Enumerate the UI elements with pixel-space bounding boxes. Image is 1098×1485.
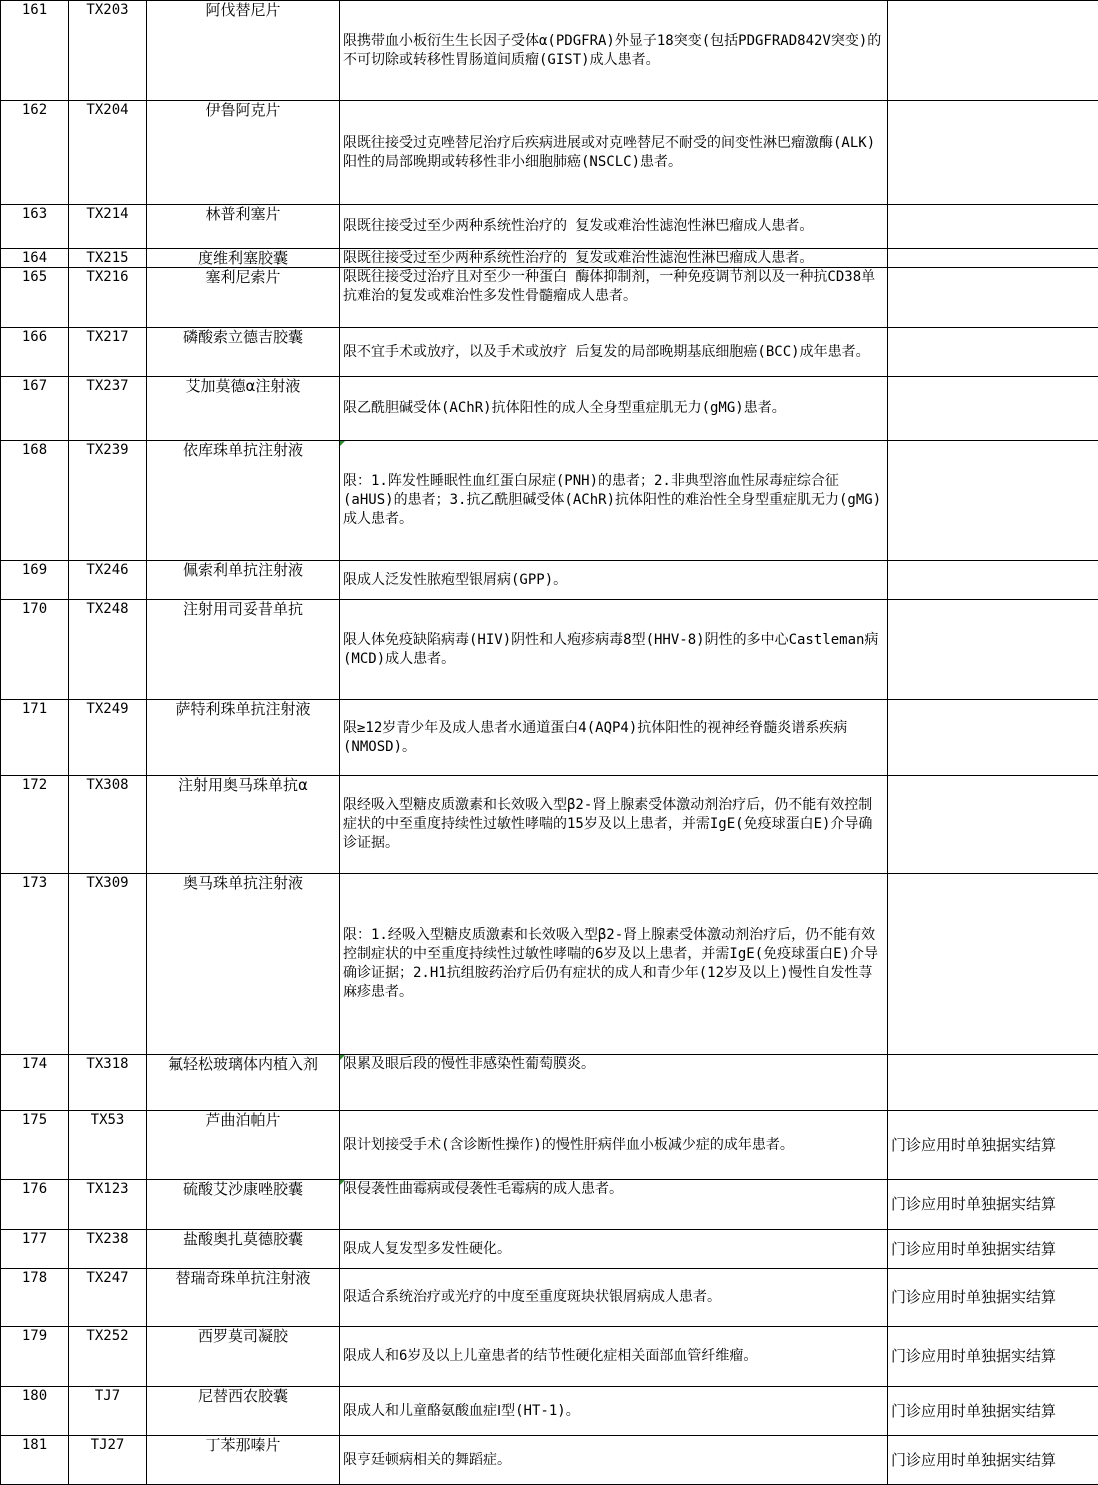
drug-code: TX239 [69,441,147,561]
table-row [1,1111,1098,1180]
settlement-note [888,561,1098,600]
drug-name: 艾加莫德α注射液 [147,377,340,441]
drug-code: TX248 [69,600,147,700]
row-number: 172 [1,776,69,874]
table-row [1,1327,1098,1387]
drug-name: 注射用奥马珠单抗α [147,776,340,874]
table-row [1,1269,1098,1327]
drug-code: TX252 [69,1327,147,1387]
settlement-note: 门诊应用时单独据实结算 [888,1327,1098,1387]
row-number: 166 [1,328,69,377]
table-row [1,1055,1098,1111]
drug-code: TJ7 [69,1387,147,1436]
drug-name: 西罗莫司凝胶 [147,1327,340,1387]
drug-name: 盐酸奥扎莫德胶囊 [147,1230,340,1269]
row-number: 165 [1,268,69,328]
table-row [1,1387,1098,1436]
table-row [1,268,1098,328]
table-row [1,328,1098,377]
row-number: 171 [1,700,69,776]
drug-name: 磷酸索立德吉胶囊 [147,328,340,377]
table-row [1,1436,1098,1485]
table-row [1,874,1098,1055]
table-row [1,600,1098,700]
row-number: 169 [1,561,69,600]
restriction-text: 限既往接受过至少两种系统性治疗的 复发或难治性滤泡性淋巴瘤成人患者。 [340,249,888,268]
settlement-note [888,249,1098,268]
settlement-note [888,700,1098,776]
drug-name: 度维利塞胶囊 [147,249,340,268]
restriction-text: 限既往接受过治疗且对至少一种蛋白 酶体抑制剂，一种免疫调节剂以及一种抗CD38单抗难治的复发或难治性多发性骨髓瘤成人患者。 [340,268,888,328]
settlement-note [888,874,1098,1055]
settlement-note [888,441,1098,561]
row-number: 167 [1,377,69,441]
settlement-note [888,205,1098,249]
settlement-note: 门诊应用时单独据实结算 [888,1436,1098,1485]
table-row [1,205,1098,249]
settlement-note: 门诊应用时单独据实结算 [888,1180,1098,1230]
table-row [1,377,1098,441]
settlement-note: 门诊应用时单独据实结算 [888,1387,1098,1436]
row-number: 177 [1,1230,69,1269]
row-number: 175 [1,1111,69,1180]
row-number: 178 [1,1269,69,1327]
row-number: 180 [1,1387,69,1436]
settlement-note [888,377,1098,441]
restriction-text: 限≥12岁青少年及成人患者水通道蛋白4(AQP4)抗体阳性的视神经脊髓炎谱系疾病(NMOSD)。 [340,700,888,776]
drug-code: TJ27 [69,1436,147,1485]
drug-code: TX203 [69,1,147,101]
settlement-note: 门诊应用时单独据实结算 [888,1230,1098,1269]
restriction-text: 限成人泛发性脓疱型银屑病(GPP)。 [340,561,888,600]
restriction-text: 限适合系统治疗或光疗的中度至重度斑块状银屑病成人患者。 [340,1269,888,1327]
drug-code: TX249 [69,700,147,776]
settlement-note [888,328,1098,377]
table-row [1,441,1098,561]
settlement-note [888,1055,1098,1111]
row-number: 173 [1,874,69,1055]
settlement-note [888,1,1098,101]
drug-code: TX309 [69,874,147,1055]
row-number: 162 [1,101,69,205]
drug-name: 塞利尼索片 [147,268,340,328]
row-number: 161 [1,1,69,101]
table-row [1,249,1098,268]
drug-code: TX318 [69,1055,147,1111]
drug-code: TX123 [69,1180,147,1230]
drug-name: 替瑞奇珠单抗注射液 [147,1269,340,1327]
drug-name: 氟轻松玻璃体内植入剂 [147,1055,340,1111]
restriction-text: 限侵袭性曲霉病或侵袭性毛霉病的成人患者。 [340,1180,888,1230]
drug-name: 奥马珠单抗注射液 [147,874,340,1055]
restriction-text: 限经吸入型糖皮质激素和长效吸入型β2-肾上腺素受体激动剂治疗后，仍不能有效控制症状的中至重度持续性过敏性哮喘的15岁及以上患者，并需IgE(免疫球蛋白E)介导确诊证据。 [340,776,888,874]
drug-name: 丁苯那嗪片 [147,1436,340,1485]
restriction-text: 限：1.经吸入型糖皮质激素和长效吸入型β2-肾上腺素受体激动剂治疗后，仍不能有效控制症状的中至重度持续性过敏性哮喘的6岁及以上患者，并需IgE(免疫球蛋白E)介导确诊证据；2.H1抗组胺药治疗后仍有症状的成人和青少年(12岁及以上)慢性自发性荨麻疹患者。 [340,874,888,1055]
drug-code: TX246 [69,561,147,600]
drug-code: TX216 [69,268,147,328]
drug-name: 佩索利单抗注射液 [147,561,340,600]
drug-name: 尼替西农胶囊 [147,1387,340,1436]
table-row [1,101,1098,205]
drug-code: TX247 [69,1269,147,1327]
drug-code: TX237 [69,377,147,441]
row-number: 163 [1,205,69,249]
table-row [1,1,1098,101]
table-row [1,1230,1098,1269]
row-number: 176 [1,1180,69,1230]
restriction-text: 限既往接受过至少两种系统性治疗的 复发或难治性滤泡性淋巴瘤成人患者。 [340,205,888,249]
row-number: 179 [1,1327,69,1387]
restriction-text: 限计划接受手术(含诊断性操作)的慢性肝病伴血小板减少症的成年患者。 [340,1111,888,1180]
drug-name: 林普利塞片 [147,205,340,249]
restriction-text: 限累及眼后段的慢性非感染性葡萄膜炎。 [340,1055,888,1111]
drug-name: 芦曲泊帕片 [147,1111,340,1180]
drug-code: TX308 [69,776,147,874]
row-number: 164 [1,249,69,268]
restriction-text: 限人体免疫缺陷病毒(HIV)阴性和人疱疹病毒8型(HHV-8)阴性的多中心Castleman病(MCD)成人患者。 [340,600,888,700]
settlement-note [888,600,1098,700]
drug-name: 萨特利珠单抗注射液 [147,700,340,776]
row-number: 168 [1,441,69,561]
restriction-text: 限亨廷顿病相关的舞蹈症。 [340,1436,888,1485]
restriction-text: 限：1.阵发性睡眠性血红蛋白尿症(PNH)的患者；2.非典型溶血性尿毒症综合征(aHUS)的患者；3.抗乙酰胆碱受体(AChR)抗体阳性的难治性全身型重症肌无力(gMG)成人患者。 [340,441,888,561]
settlement-note [888,101,1098,205]
table-row [1,561,1098,600]
settlement-note: 门诊应用时单独据实结算 [888,1111,1098,1180]
drug-code: TX215 [69,249,147,268]
drug-code: TX214 [69,205,147,249]
row-number: 181 [1,1436,69,1485]
restriction-text: 限成人和6岁及以上儿童患者的结节性硬化症相关面部血管纤维瘤。 [340,1327,888,1387]
restriction-text: 限携带血小板衍生生长因子受体α(PDGFRA)外显子18突变(包括PDGFRAD842V突变)的不可切除或转移性胃肠道间质瘤(GIST)成人患者。 [340,1,888,101]
drug-code: TX204 [69,101,147,205]
drug-code: TX217 [69,328,147,377]
restriction-text: 限成人和儿童酪氨酸血症Ⅰ型(HT-1)。 [340,1387,888,1436]
row-number: 174 [1,1055,69,1111]
table-row [1,776,1098,874]
restriction-text: 限成人复发型多发性硬化。 [340,1230,888,1269]
table-row [1,700,1098,776]
drug-name: 伊鲁阿克片 [147,101,340,205]
restriction-text: 限不宜手术或放疗，以及手术或放疗 后复发的局部晚期基底细胞癌(BCC)成年患者。 [340,328,888,377]
row-number: 170 [1,600,69,700]
restriction-text: 限既往接受过克唑替尼治疗后疾病进展或对克唑替尼不耐受的间变性淋巴瘤激酶(ALK)阳性的局部晚期或转移性非小细胞肺癌(NSCLC)患者。 [340,101,888,205]
drug-name: 阿伐替尼片 [147,1,340,101]
restriction-text: 限乙酰胆碱受体(AChR)抗体阳性的成人全身型重症肌无力(gMG)患者。 [340,377,888,441]
drug-code: TX53 [69,1111,147,1180]
settlement-note [888,776,1098,874]
drug-name: 硫酸艾沙康唑胶囊 [147,1180,340,1230]
settlement-note: 门诊应用时单独据实结算 [888,1269,1098,1327]
drug-name: 依库珠单抗注射液 [147,441,340,561]
drug-name: 注射用司妥昔单抗 [147,600,340,700]
settlement-note [888,268,1098,328]
drug-code: TX238 [69,1230,147,1269]
table-row [1,1180,1098,1230]
